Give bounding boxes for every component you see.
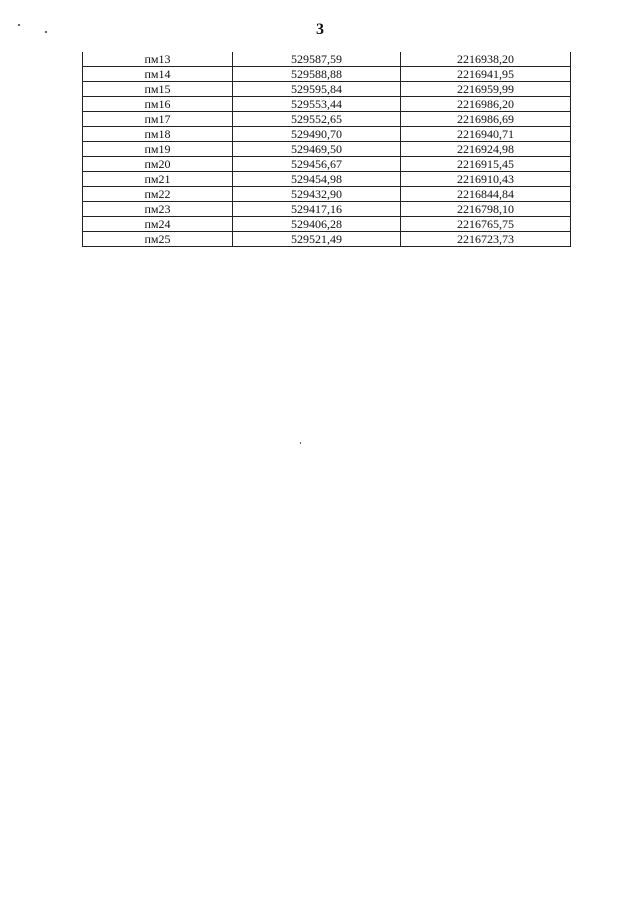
x-coordinate-cell: 529432,90 [233, 187, 401, 202]
y-coordinate-cell: 2216986,20 [401, 97, 571, 112]
x-coordinate-cell: 529469,50 [233, 142, 401, 157]
table-row [83, 202, 571, 217]
scan-speck [300, 442, 301, 444]
point-cell: пм21 [83, 172, 233, 187]
point-cell: пм25 [83, 232, 233, 247]
y-coordinate-cell: 2216940,71 [401, 127, 571, 142]
y-coordinate-cell: 2216798,10 [401, 202, 571, 217]
y-coordinate-cell: 2216924,98 [401, 142, 571, 157]
table-row [83, 172, 571, 187]
x-coordinate-cell: 529587,59 [233, 52, 401, 67]
y-coordinate-cell: 2216765,75 [401, 217, 571, 232]
point-cell: пм19 [83, 142, 233, 157]
y-coordinate-cell: 2216910,43 [401, 172, 571, 187]
table-row [83, 82, 571, 97]
point-cell: пм16 [83, 97, 233, 112]
point-cell: пм15 [83, 82, 233, 97]
table-row [83, 157, 571, 172]
x-coordinate-cell: 529553,44 [233, 97, 401, 112]
table-row [83, 52, 571, 67]
x-coordinate-cell: 529588,88 [233, 67, 401, 82]
y-coordinate-cell: 2216844,84 [401, 187, 571, 202]
point-cell: пм14 [83, 67, 233, 82]
table-row [83, 127, 571, 142]
table-row [83, 97, 571, 112]
point-cell: пм24 [83, 217, 233, 232]
x-coordinate-cell: 529595,84 [233, 82, 401, 97]
table-row [83, 142, 571, 157]
point-cell: пм13 [83, 52, 233, 67]
point-cell: пм17 [83, 112, 233, 127]
page-number: 3 [316, 21, 324, 38]
point-cell: пм20 [83, 157, 233, 172]
x-coordinate-cell: 529406,28 [233, 217, 401, 232]
x-coordinate-cell: 529417,16 [233, 202, 401, 217]
y-coordinate-cell: 2216941,95 [401, 67, 571, 82]
x-coordinate-cell: 529490,70 [233, 127, 401, 142]
point-cell: пм18 [83, 127, 233, 142]
table-row [83, 67, 571, 82]
y-coordinate-cell: 2216723,73 [401, 232, 571, 247]
x-coordinate-cell: 529521,49 [233, 232, 401, 247]
coordinates-table [82, 52, 571, 247]
x-coordinate-cell: 529552,65 [233, 112, 401, 127]
y-coordinate-cell: 2216915,45 [401, 157, 571, 172]
x-coordinate-cell: 529456,67 [233, 157, 401, 172]
y-coordinate-cell: 2216986,69 [401, 112, 571, 127]
point-cell: пм22 [83, 187, 233, 202]
scan-speck [45, 31, 47, 33]
y-coordinate-cell: 2216959,99 [401, 82, 571, 97]
table-row [83, 232, 571, 247]
scan-speck [18, 24, 20, 26]
table-row [83, 112, 571, 127]
table-row [83, 217, 571, 232]
point-cell: пм23 [83, 202, 233, 217]
coordinates-table-body [83, 52, 571, 247]
x-coordinate-cell: 529454,98 [233, 172, 401, 187]
table-row [83, 187, 571, 202]
y-coordinate-cell: 2216938,20 [401, 52, 571, 67]
